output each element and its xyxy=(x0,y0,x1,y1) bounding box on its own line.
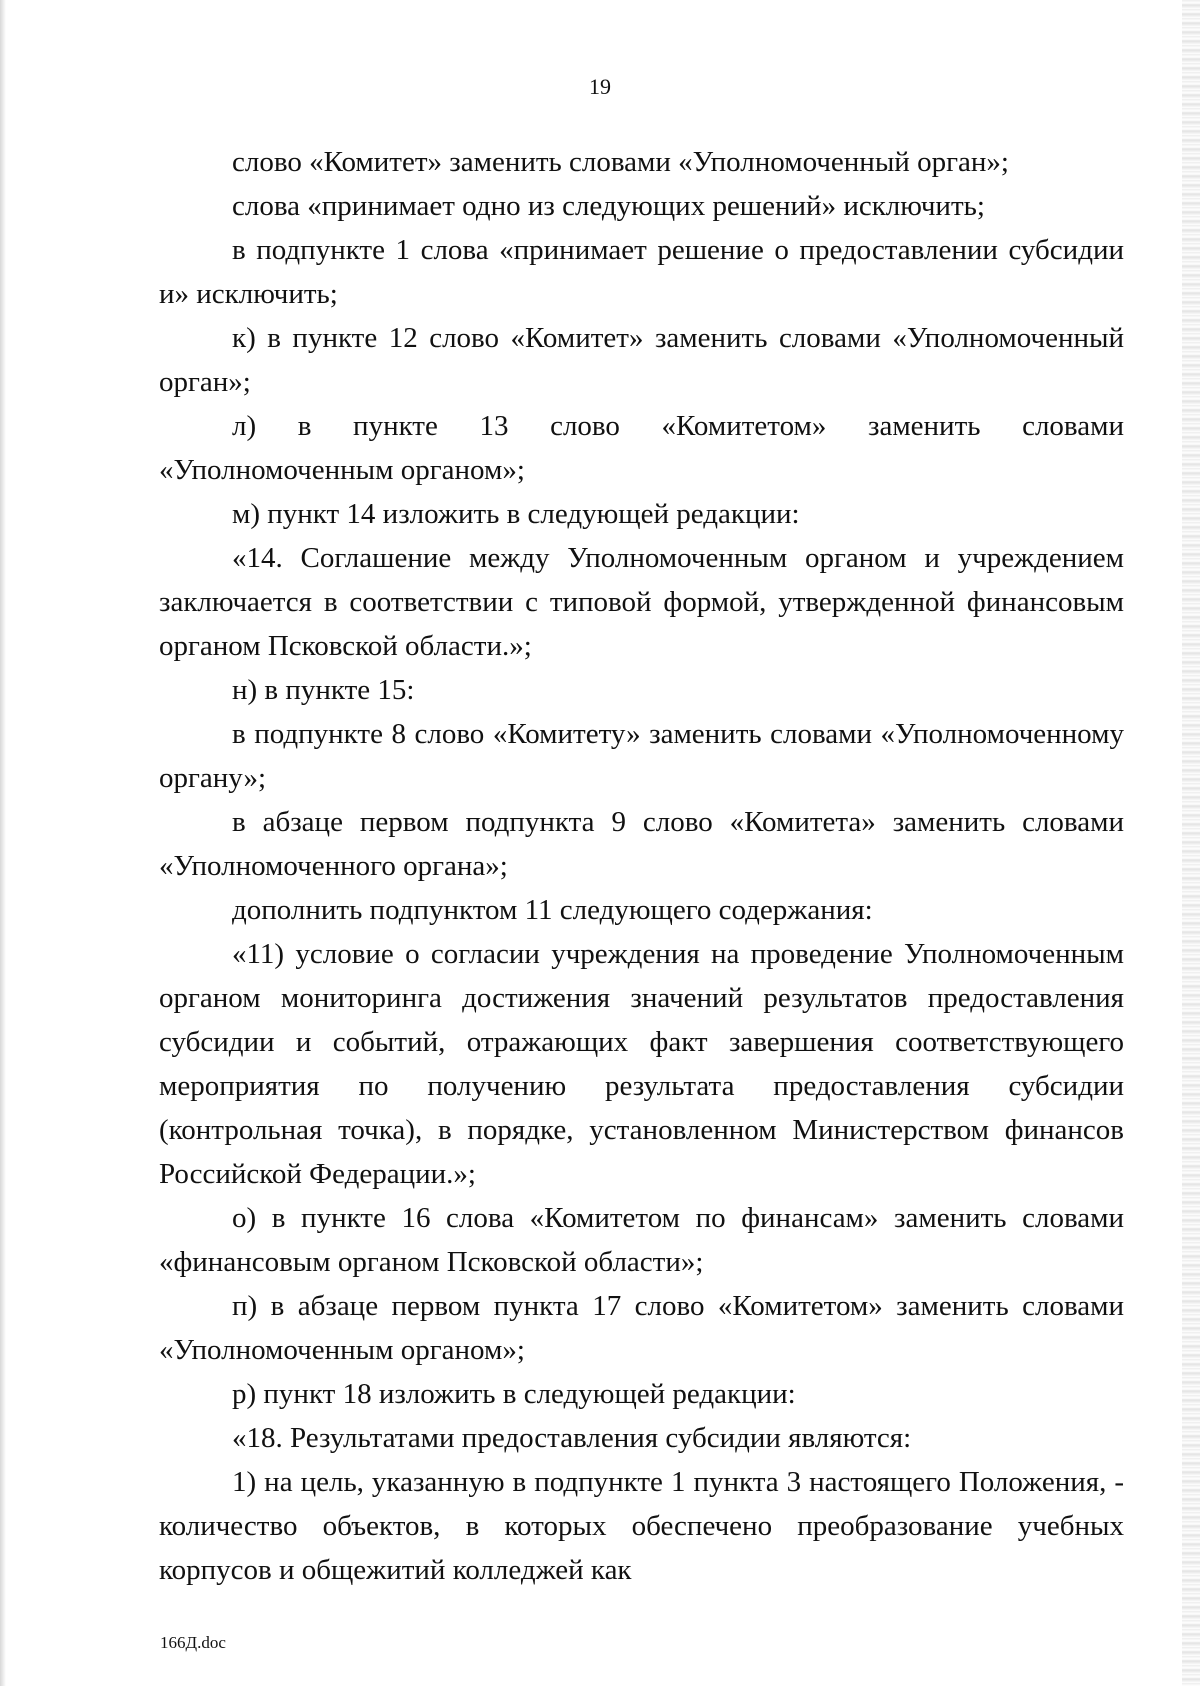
paragraph: м) пункт 14 изложить в следующей редакции: xyxy=(232,498,800,530)
scan-edge-left xyxy=(0,0,6,1686)
paragraph: р) пункт 18 изложить в следующей редакции: xyxy=(232,1378,796,1410)
paragraph: п) в абзаце первом пункта 17 слово «Комитетом» заменить словами «Уполномоченным органом»; xyxy=(159,1290,1124,1366)
document-body xyxy=(159,140,1124,1592)
scan-edge-right xyxy=(1182,0,1200,1686)
paragraph: слова «принимает одно из следующих решений» исключить; xyxy=(232,190,985,222)
footer-filename: 166Д.doc xyxy=(160,1633,226,1652)
paragraph: о) в пункте 16 слова «Комитетом по финансам» заменить словами «финансовым органом Псковской области»; xyxy=(159,1202,1124,1278)
paragraph: в абзаце первом подпункта 9 слово «Комитета» заменить словами «Уполномоченного органа»; xyxy=(159,806,1124,882)
paragraph: слово «Комитет» заменить словами «Уполномоченный орган»; xyxy=(232,146,1009,178)
paragraph: «11) условие о согласии учреждения на проведение Уполномоченным органом мониторинга достижения значений результатов предоставления субсидии и событий, отражающих факт завершения соответствующего мероприятия по получению результата предоставления субсидии (контрольная точка), в порядке, установленном Министерством финансов Российской Федерации.»; xyxy=(159,938,1124,1190)
paragraph: в подпункте 1 слова «принимает решение о предоставлении субсидии и» исключить; xyxy=(159,234,1124,310)
paragraph: к) в пункте 12 слово «Комитет» заменить словами «Уполномоченный орган»; xyxy=(159,322,1124,398)
paragraph: л) в пункте 13 слово «Комитетом» заменить словами «Уполномоченным органом»; xyxy=(159,410,1124,486)
paragraph: н) в пункте 15: xyxy=(232,674,415,706)
page-number: 19 xyxy=(589,74,611,99)
paragraph: дополнить подпунктом 11 следующего содержания: xyxy=(232,894,873,926)
paragraph: в подпункте 8 слово «Комитету» заменить словами «Уполномоченному органу»; xyxy=(159,718,1124,794)
paragraph: «18. Результатами предоставления субсидии являются: xyxy=(232,1422,912,1454)
paragraph: «14. Соглашение между Уполномоченным органом и учреждением заключается в соответствии с типовой формой, утвержденной финансовым органом Псковской области.»; xyxy=(159,542,1124,662)
paragraph: 1) на цель, указанную в подпункте 1 пункта 3 настоящего Положения, - количество объектов, в которых обеспечено преобразование учебных корпусов и общежитий колледжей как xyxy=(159,1466,1124,1586)
